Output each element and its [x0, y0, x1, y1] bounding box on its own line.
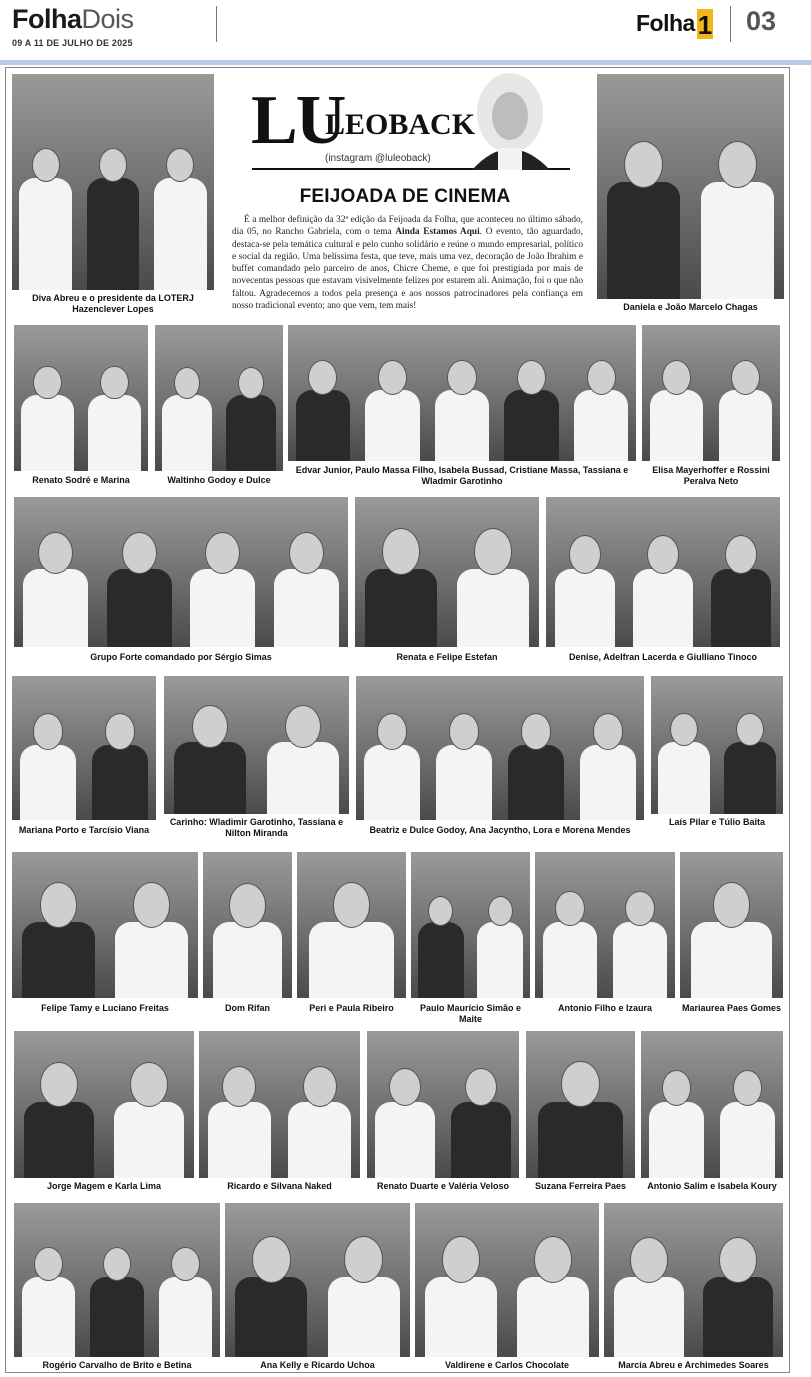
event-photo: [356, 676, 644, 820]
person-silhouette: [607, 182, 680, 299]
event-photo: [355, 497, 539, 647]
person-silhouette: [190, 569, 255, 647]
event-theme: Ainda Estamos Aqui: [395, 227, 480, 238]
person-head: [474, 528, 513, 574]
event-photo: [526, 1031, 635, 1178]
person-silhouette: [309, 922, 394, 998]
person-head: [534, 1236, 573, 1282]
person-silhouette: [649, 1102, 704, 1178]
person-silhouette: [87, 178, 140, 290]
person-head: [465, 1068, 497, 1106]
person-silhouette: [114, 1102, 184, 1178]
person-head: [40, 1062, 78, 1107]
person-head: [719, 1237, 757, 1282]
header-rule: [0, 60, 811, 65]
person-head: [33, 366, 61, 400]
photo-caption: Peri e Paula Ribeiro: [309, 1003, 394, 1013]
person-head: [630, 1237, 668, 1282]
event-photo: [203, 852, 292, 998]
person-silhouette: [580, 745, 636, 820]
event-photo: [199, 1031, 360, 1178]
event-photo: [411, 852, 530, 998]
person-head: [713, 882, 751, 928]
event-photo: [597, 74, 784, 299]
photo-caption: Mariaurea Paes Gomes: [681, 1003, 782, 1013]
person-silhouette: [20, 745, 76, 820]
person-head: [718, 141, 757, 188]
person-silhouette: [418, 922, 464, 998]
person-head: [130, 1062, 168, 1107]
person-silhouette: [174, 742, 246, 814]
person-silhouette: [213, 922, 282, 998]
person-head: [171, 1247, 200, 1282]
section-name-regular: Dois: [81, 4, 134, 34]
photo-caption: Carinho: Wladimir Garotinho, Tassiana e Nilton Miranda: [169, 817, 344, 838]
person-silhouette: [517, 1277, 589, 1357]
person-silhouette: [504, 390, 558, 461]
event-photo: [297, 852, 406, 998]
event-photo: [12, 852, 198, 998]
photo-caption: Mariana Porto e Tarcísio Viana: [18, 825, 150, 835]
event-photo: [288, 325, 636, 461]
header-divider: [216, 6, 217, 42]
photo-caption: Marcia Abreu e Archimedes Soares: [618, 1360, 769, 1370]
page-number: 03: [746, 6, 777, 36]
person-silhouette: [508, 745, 564, 820]
photo-caption: Valdirene e Carlos Chocolate: [444, 1360, 570, 1370]
person-silhouette: [543, 922, 598, 998]
photo-caption: Diva Abreu e o presidente da LOTERJ Hazenclever Lopes: [32, 293, 194, 314]
person-head: [192, 705, 228, 748]
header-divider: [730, 6, 731, 42]
person-silhouette: [22, 1277, 76, 1357]
person-silhouette: [22, 922, 95, 998]
person-head: [99, 148, 127, 182]
person-silhouette: [19, 178, 72, 290]
section-name-bold: Folha: [12, 4, 82, 34]
column-logo-leoback: LEOBACK: [325, 108, 476, 141]
person-silhouette: [24, 1102, 94, 1178]
person-silhouette: [720, 1102, 775, 1178]
person-head: [733, 1070, 763, 1106]
event-photo: [642, 325, 780, 461]
person-head: [133, 882, 171, 928]
person-head: [662, 360, 691, 395]
person-silhouette: [633, 569, 694, 647]
person-silhouette: [92, 745, 148, 820]
person-head: [624, 141, 663, 188]
columnist-portrait: [458, 68, 563, 170]
person-head: [285, 705, 321, 748]
page-header: [0, 0, 811, 60]
photo-caption: Ricardo e Silvana Naked: [227, 1181, 332, 1191]
person-silhouette: [267, 742, 339, 814]
photo-caption: Jorge Magem e Karla Lima: [46, 1181, 162, 1191]
person-silhouette: [274, 569, 339, 647]
person-head: [670, 713, 698, 746]
person-head: [662, 1070, 692, 1106]
photo-caption: Felipe Tamy e Luciano Freitas: [41, 1003, 169, 1013]
person-head: [736, 713, 764, 746]
person-silhouette: [724, 742, 775, 814]
person-head: [38, 532, 73, 574]
person-silhouette: [154, 178, 207, 290]
person-head: [517, 360, 546, 395]
column-logo-lu: LU: [251, 82, 345, 159]
person-head: [555, 891, 584, 926]
person-silhouette: [719, 390, 773, 461]
person-head: [488, 896, 513, 926]
person-silhouette: [226, 395, 276, 471]
person-silhouette: [107, 569, 172, 647]
person-head: [34, 1247, 63, 1282]
person-silhouette: [457, 569, 529, 647]
photo-caption: Renato Duarte e Valéria Veloso: [376, 1181, 510, 1191]
person-head: [521, 713, 551, 749]
article-title: FEIJOADA DE CINEMA: [299, 186, 511, 207]
person-head: [382, 528, 421, 574]
person-head: [725, 535, 758, 574]
photo-caption: Dom Rifan: [225, 1003, 270, 1013]
person-head: [561, 1061, 599, 1107]
person-head: [344, 1236, 383, 1283]
photo-caption: Antonio Salim e Isabela Koury: [647, 1181, 777, 1191]
event-photo: [535, 852, 675, 998]
photo-caption: Laís Pilar e Túlio Baita: [668, 817, 766, 827]
photo-caption: Grupo Forte comandado por Sérgio Simas: [90, 652, 272, 662]
brand-mark-digit: 1: [697, 10, 713, 39]
event-photo: [12, 74, 214, 290]
person-silhouette: [435, 390, 489, 461]
edition-date: 09 A 11 DE JULHO DE 2025: [12, 38, 133, 48]
person-head: [442, 1236, 481, 1282]
event-photo: [225, 1203, 410, 1357]
person-silhouette: [365, 390, 419, 461]
person-silhouette: [88, 395, 140, 471]
person-silhouette: [162, 395, 212, 471]
person-head: [333, 882, 371, 928]
event-photo: [12, 676, 156, 820]
person-head: [33, 713, 63, 749]
event-photo: [164, 676, 349, 814]
person-silhouette: [701, 182, 774, 299]
event-photo: [546, 497, 780, 647]
event-photo: [641, 1031, 783, 1178]
event-photo: [651, 676, 783, 814]
person-head: [377, 713, 407, 749]
person-head: [593, 713, 623, 749]
person-head: [166, 148, 194, 182]
person-silhouette: [613, 922, 668, 998]
event-photo: [680, 852, 783, 998]
person-silhouette: [21, 395, 73, 471]
person-head: [205, 532, 240, 574]
event-photo: [415, 1203, 599, 1357]
photo-caption: Ana Kelly e Ricardo Uchoa: [260, 1360, 375, 1370]
person-head: [308, 360, 337, 395]
photo-caption: Renato Sodré e Marina: [32, 475, 130, 485]
photo-caption: Denise, Adelfran Lacerda e Giulliano Tinoco: [568, 652, 758, 662]
person-silhouette: [703, 1277, 773, 1357]
person-silhouette: [711, 569, 772, 647]
person-head: [303, 1066, 337, 1107]
event-photo: [14, 1203, 220, 1357]
person-silhouette: [159, 1277, 213, 1357]
person-silhouette: [538, 1102, 623, 1178]
person-head: [449, 713, 479, 749]
event-photo: [367, 1031, 519, 1178]
person-head: [122, 532, 157, 574]
brand-logo: Folha: [636, 10, 695, 36]
person-silhouette: [364, 745, 420, 820]
person-head: [32, 148, 60, 182]
photo-caption: Waltinho Godoy e Dulce: [167, 475, 271, 485]
photo-caption: Paulo Maurício Simão e Maite: [419, 1003, 522, 1024]
person-silhouette: [296, 390, 350, 461]
person-head: [389, 1068, 421, 1106]
person-head: [731, 360, 760, 395]
person-silhouette: [328, 1277, 400, 1357]
person-silhouette: [477, 922, 523, 998]
event-photo: [14, 325, 148, 471]
person-silhouette: [288, 1102, 351, 1178]
person-head: [378, 360, 407, 395]
photo-caption: Elisa Mayerhoffer e Rossini Peralva Neto: [652, 465, 770, 486]
event-photo: [14, 1031, 194, 1178]
photo-caption: Daniela e João Marcelo Chagas: [623, 302, 758, 312]
person-silhouette: [614, 1277, 684, 1357]
person-silhouette: [115, 922, 188, 998]
person-head: [428, 896, 453, 926]
person-silhouette: [555, 569, 616, 647]
article-body: [232, 214, 583, 312]
article-body-rest: . O evento, tão aguardado, destaca-se pela temática cultural e pelo cunho solidário e reúne o mundo empresarial, político e social da região. Uma belíssima festa, que teve, mais uma vez, decoração de João Ibrahim e buffet comandado pelo parceiro de anos, Chicre Cheme, e que foi prestigiada por mais de novecentas pessoas que estavam visivelmente felizes por estarem ali. Animação, foi o que não faltou. Agradecemos a todos pela presença e aos nossos patrocinadores pela confiança em nosso tradicional evento; ano que vem, tem mais!: [232, 227, 583, 312]
person-head: [40, 882, 78, 928]
person-silhouette: [425, 1277, 497, 1357]
person-head: [447, 360, 476, 395]
photo-caption: Suzana Ferreira Paes: [534, 1181, 627, 1191]
person-head: [252, 1236, 291, 1283]
person-silhouette: [451, 1102, 510, 1178]
person-silhouette: [650, 390, 704, 461]
person-head: [289, 532, 324, 574]
section-name: [12, 4, 134, 34]
person-silhouette: [691, 922, 771, 998]
person-silhouette: [90, 1277, 144, 1357]
event-photo: [604, 1203, 783, 1357]
event-photo: [155, 325, 283, 471]
person-head: [105, 713, 135, 749]
photo-caption: Renata e Felipe Estefan: [396, 652, 498, 662]
person-head: [587, 360, 616, 395]
person-head: [625, 891, 654, 926]
columnist-handle: (instagram @luleoback): [325, 153, 431, 164]
article-body-intro: É a melhor definição da 32ª edição da Feijoada da Folha, que aconteceu no último sábado, dia 05, no Rancho Gabriela, com o tema: [232, 215, 583, 238]
person-head: [647, 535, 680, 574]
person-silhouette: [658, 742, 709, 814]
brand-mark-icon: [697, 9, 713, 39]
person-silhouette: [23, 569, 88, 647]
photo-caption: Rogério Carvalho de Brito e Betina: [42, 1360, 192, 1370]
person-silhouette: [375, 1102, 434, 1178]
person-head: [222, 1066, 256, 1107]
person-silhouette: [365, 569, 437, 647]
photo-caption: Antonio Filho e Izaura: [558, 1003, 652, 1013]
person-silhouette: [574, 390, 628, 461]
photo-caption: Edvar Junior, Paulo Massa Filho, Isabela Bussad, Cristiane Massa, Tassiana e Wladmir Garotinho: [295, 465, 629, 486]
photo-caption: Beatriz e Dulce Godoy, Ana Jacyntho, Lora e Morena Mendes: [369, 825, 631, 835]
person-silhouette: [208, 1102, 271, 1178]
person-head: [569, 535, 602, 574]
person-head: [229, 883, 266, 928]
person-head: [100, 366, 128, 400]
event-photo: [14, 497, 348, 647]
person-silhouette: [436, 745, 492, 820]
person-silhouette: [235, 1277, 307, 1357]
